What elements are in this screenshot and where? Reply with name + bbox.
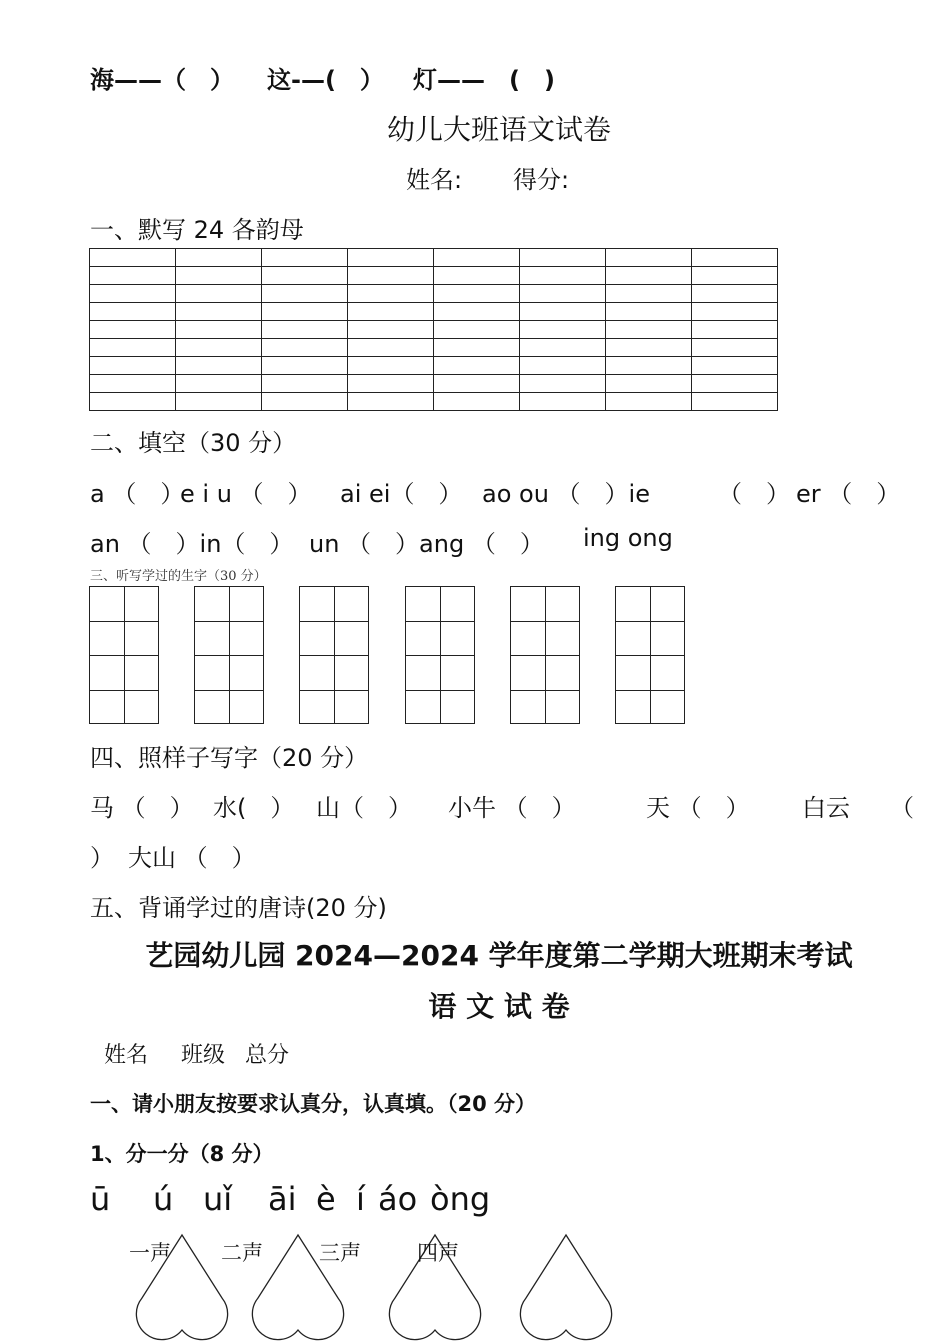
exam2-name-label: 姓名 xyxy=(104,1043,149,1068)
write-item: 天 （ ） xyxy=(646,794,750,822)
fill-item: e i u （ ） xyxy=(180,480,312,508)
exam1-section1-heading: 一、默写 24 各韵母 xyxy=(90,216,304,244)
tone-label: 三声 xyxy=(319,1241,361,1265)
tone-label: 四声 xyxy=(417,1241,459,1265)
exam2-class-label: 班级 xyxy=(181,1043,226,1068)
tone-label: 一声 xyxy=(129,1241,171,1265)
pinyin-syllable: áo xyxy=(378,1180,418,1218)
fill-item: an （ ）in（ ） xyxy=(90,530,294,558)
top-line-item-deng: 灯—— ( ) xyxy=(413,66,555,94)
exam2-question1-1-heading: 1、分一分（8 分） xyxy=(90,1142,274,1166)
tianzige-box xyxy=(405,586,475,724)
tianzige-box xyxy=(510,586,580,724)
write-item: 山（ ） xyxy=(316,794,412,822)
pinyin-syllable: uǐ xyxy=(203,1180,233,1218)
write-item: 马 （ ） xyxy=(90,794,194,822)
exam2-subtitle: 语 文 试 卷 xyxy=(428,990,570,1023)
pinyin-syllable: è xyxy=(316,1180,336,1218)
fill-item: （ ） xyxy=(718,480,790,508)
exam2-title: 艺园幼儿园 2024—2024 学年度第二学期大班期末考试 xyxy=(145,939,853,972)
tianzige-box xyxy=(299,586,369,724)
fill-item: ao ou （ ）ie xyxy=(482,480,650,508)
tianzige-box xyxy=(89,586,159,724)
exam2-total-label: 总分 xyxy=(245,1043,290,1068)
exam1-section3-heading: 三、听写学过的生字（30 分） xyxy=(90,569,267,584)
rhyme-writing-grid xyxy=(89,248,778,411)
write-item: 水( ） xyxy=(213,794,295,822)
write-item: （ xyxy=(890,794,914,822)
top-line-item-zhe: 这-—( ） xyxy=(267,66,384,94)
exam1-section4-heading: 四、照样子写字（20 分） xyxy=(90,744,369,772)
pinyin-syllable: í xyxy=(356,1180,365,1218)
exam2-question1-heading: 一、请小朋友按要求认真分，认真填。（20 分） xyxy=(90,1092,537,1116)
tianzige-box xyxy=(194,586,264,724)
pinyin-syllable: ū xyxy=(90,1180,111,1218)
write-item: ） xyxy=(90,844,114,872)
pinyin-syllable: āi xyxy=(268,1180,297,1218)
top-line-item-hai: 海——（ ） xyxy=(90,66,234,94)
exam1-title: 幼儿大班语文试卷 xyxy=(386,113,611,146)
fill-item: a （ ） xyxy=(90,480,185,508)
pinyin-syllable: òng xyxy=(430,1180,491,1218)
fill-item: ai ei（ ） xyxy=(340,480,463,508)
pinyin-syllable: ú xyxy=(153,1180,174,1218)
exam1-section2-heading: 二、填空（30 分） xyxy=(90,429,297,457)
fill-item: un （ ）ang （ ） xyxy=(309,530,544,558)
tianzige-box xyxy=(615,586,685,724)
write-item: 大山 （ ） xyxy=(128,844,256,872)
fill-item: er （ ） xyxy=(796,480,901,508)
exam1-name-label: 姓名: xyxy=(406,166,463,194)
write-item: 白云 xyxy=(802,794,850,822)
exam1-score-label: 得分: xyxy=(513,166,570,194)
tone-label: 二声 xyxy=(221,1241,263,1265)
write-item: 小牛 （ ） xyxy=(448,794,576,822)
fill-item: ing ong xyxy=(583,524,673,552)
exam1-section5-heading: 五、背诵学过的唐诗(20 分) xyxy=(90,894,387,922)
heart-shape xyxy=(520,1235,611,1340)
